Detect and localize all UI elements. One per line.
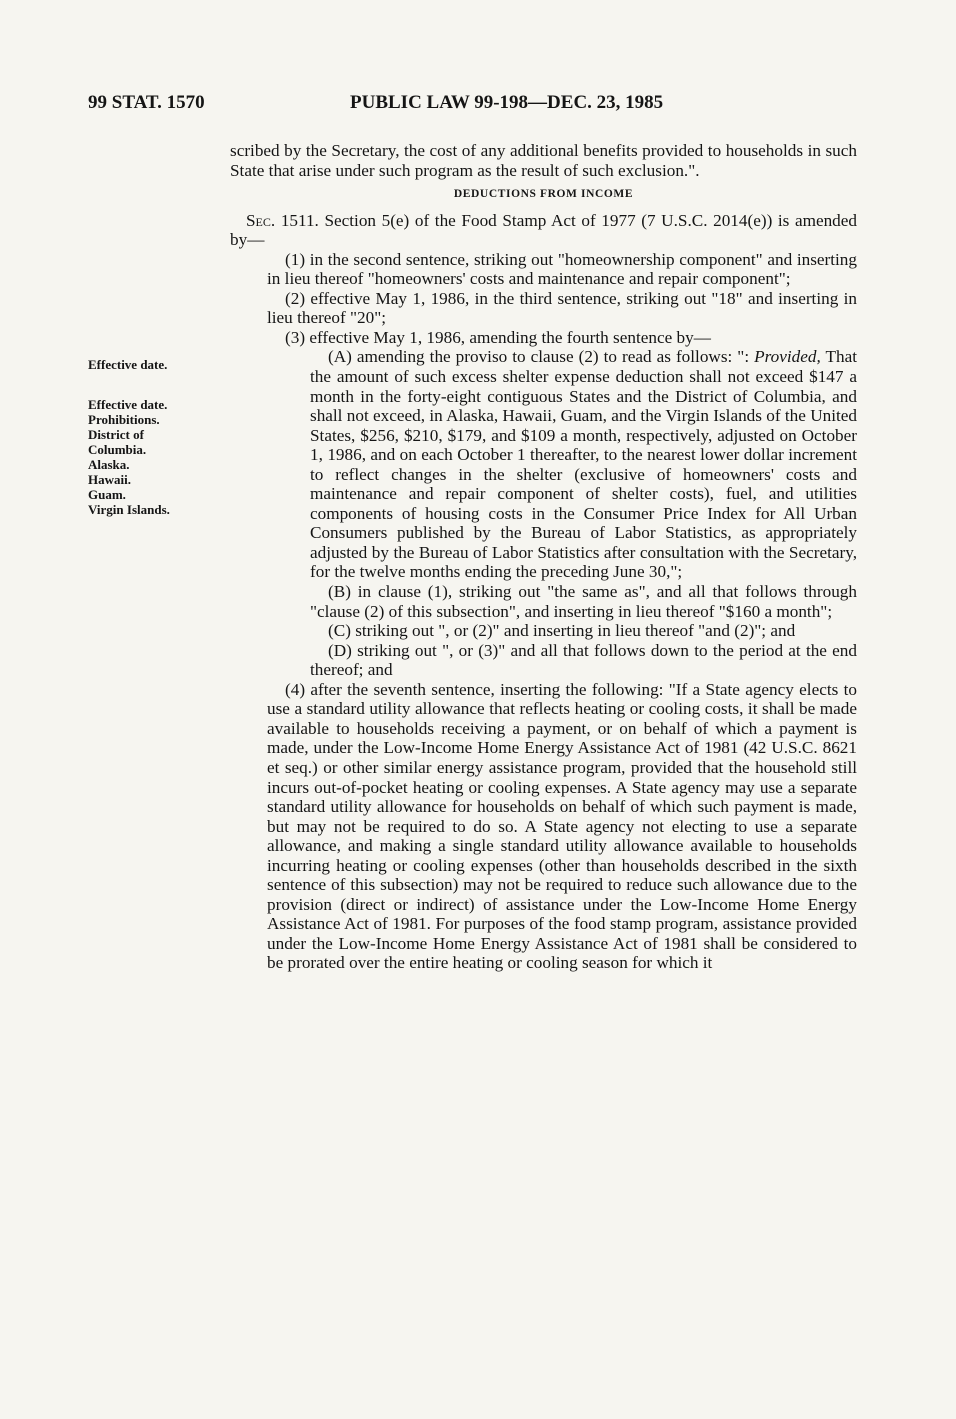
page-header <box>88 92 738 122</box>
paragraph-4: (4) after the seventh sentence, inserting the following: "If a State agency elects to use a standard utility allowance that reflects heating or cooling costs, it shall be made available to households receiving a payment, or on behalf of which a payment is made, under the Low-Income Home Energy Assistance Act of 1981 (42 U.S.C. 8621 et seq.) or other similar energy assistance program, provided that the household still incurs out-of-pocket heating or cooling expenses. A State agency may use a separate standard utility allowance for households on behalf of which such payment is made, but may not be required to do so. A State agency not electing to use a separate allowance, and making a single standard utility allowance available to households incurring heating or cooling expenses (other than households described in the sixth sentence of this subsection) may not be required to reduce such allowance due to the provision (direct or indirect) of assistance under the Low-Income Home Energy Assistance Act of 1981. For purposes of the food stamp program, assistance provided under the Low-Income Home Energy Assistance Act of 1981 shall be considered to be prorated over the entire heating or cooling season for which it <box>267 679 857 973</box>
section-label: Sec. <box>246 210 276 230</box>
margin-note-group-2 <box>88 397 218 517</box>
stat-page-number: 99 STAT. 1570 <box>88 92 205 113</box>
paragraph-3: (3) effective May 1, 1986, amending the fourth sentence by— <box>285 327 711 347</box>
paragraph-2: (2) effective May 1, 1986, in the third sentence, striking out "18" and inserting in lieu thereof "20"; <box>267 288 857 328</box>
subparagraph-a <box>230 347 857 582</box>
margin-note-item: Virgin Islands. <box>88 502 170 517</box>
public-law-title: PUBLIC LAW 99-198—DEC. 23, 1985 <box>350 92 664 113</box>
margin-note-item: District of <box>88 427 144 442</box>
subparagraph-c: (C) striking out ", or (2)" and inserting in lieu thereof "and (2)"; and <box>328 621 796 641</box>
margin-note-item: Alaska. <box>88 457 130 472</box>
continuation-paragraph: scribed by the Secretary, the cost of any additional benefits provided to households in such State that arise under such program as the result of such exclusion.". <box>230 141 857 180</box>
paragraph-1: (1) in the second sentence, striking out "homeownership component" and inserting in lieu thereof "homeowners' costs and maintenance and repair component"; <box>267 249 857 289</box>
margin-note-item: Guam. <box>88 487 126 502</box>
section-caption: DEDUCTIONS FROM INCOME <box>453 188 634 201</box>
margin-note-item: Hawaii. <box>88 472 131 487</box>
section-text: 1511. Section 5(e) of the Food Stamp Act of 1977 (7 U.S.C. 2014(e)) is amended by— <box>230 210 858 250</box>
subparagraph-b: (B) in clause (1), striking out "the same as", and all that follows through "clause (2) of this subsection", and inserting in lieu thereof "$160 a month"; <box>310 582 857 621</box>
subparagraph-d: (D) striking out ", or (3)" and all that follows down to the period at the end thereof; and <box>310 640 857 680</box>
section-1511 <box>230 211 857 250</box>
margin-note-item: Effective date. <box>88 397 168 412</box>
subparagraph-a-rest: That the amount of such excess shelter expense deduction shall not exceed $147 a month in the forty-eight contiguous States and the District of Columbia, and shall not exceed, in Alaska, Hawaii, Guam, and the Virgin Islands of the United States, $256, $210, $179, and $109 a month, respectively, adjusted on October 1, 1986, and on each October 1 thereafter, to the nearest lower dollar increment to reflect changes in the shelter (exclusive of homeowners' costs and maintenance and repair component of shelter costs), fuel, and utilities components of housing costs in the Consumer Price Index for All Urban Consumers published by the Bureau of Labor Statistics, as appropriately adjusted by the Bureau of Labor Statistics after consultation with the Secretary, for the twelve months ending the preceding June 30,"; <box>310 347 857 582</box>
margin-note-item: Columbia. <box>88 442 147 457</box>
subparagraph-a-start: (A) amending the proviso to clause (2) to read as follows: ": <box>328 347 755 367</box>
margin-note-item: Prohibitions. <box>88 412 160 427</box>
margin-note-effective-date-1: Effective date. <box>88 357 168 372</box>
body-text <box>230 141 857 973</box>
provided-italic: Provided, <box>754 347 821 367</box>
